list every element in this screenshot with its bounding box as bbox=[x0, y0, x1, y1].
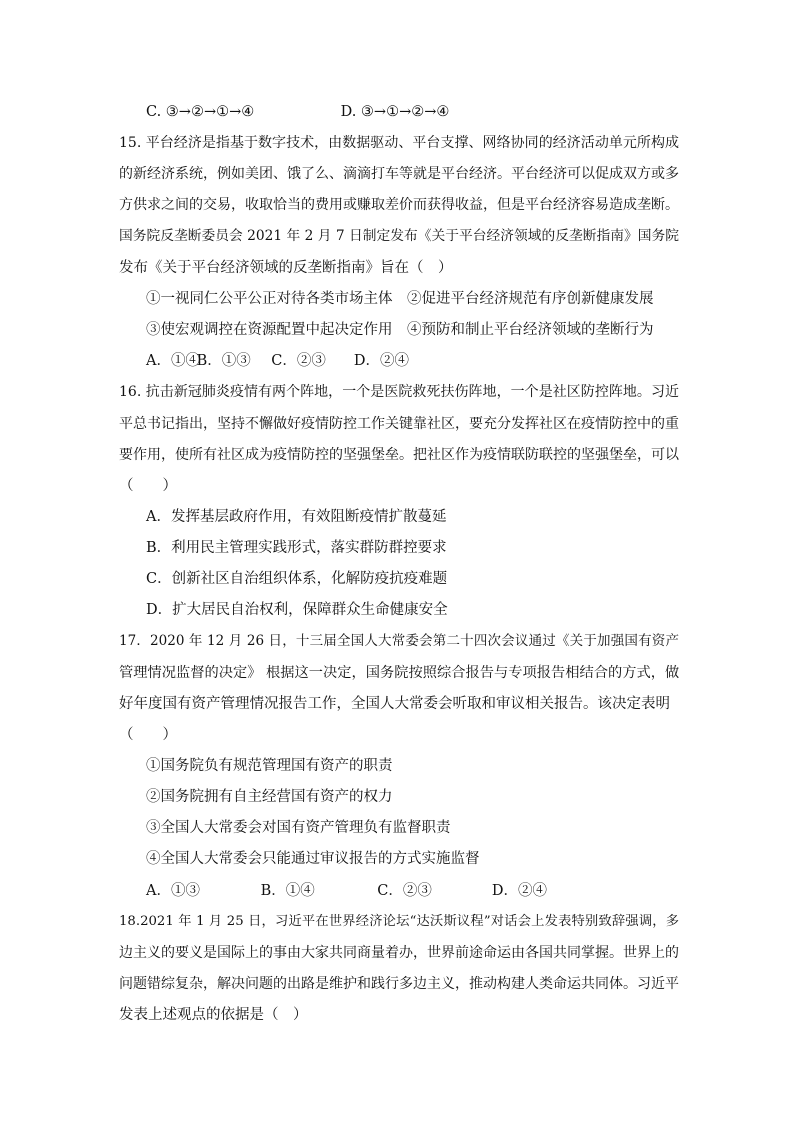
q15-item-row-1: ①一视同仁公平公正对待各类市场主体 ②促进平台经济规范有序创新健康发展 bbox=[146, 291, 654, 307]
q16-line-4: （ ） bbox=[119, 478, 177, 494]
q17-options bbox=[146, 881, 547, 901]
q18-line-2: 边主义的要义是国际上的事由大家共同商量着办，世界前途命运由各国共同掌握。世界上的 bbox=[119, 945, 679, 961]
q16-line-2: 平总书记指出，坚持不懈做好疫情防控工作关键靠社区，要充分发挥社区在疫情防控中的重 bbox=[119, 416, 679, 432]
q18-line-3: 问题错综复杂，解决问题的出路是维护和践行多边主义，推动构建人类命运共同体。习近平 bbox=[119, 976, 679, 992]
q18-line-1: 18.2021 年 1 月 25 日，习近平在世界经济论坛“达沃斯议程”对话会上发表特别致辞强调，多 bbox=[119, 914, 679, 929]
q17-item-4: ④全国人大常委会只能通过审议报告的方式实施监督 bbox=[146, 851, 480, 867]
q15-option-a: A．①④ bbox=[146, 353, 200, 369]
q16-line-1: 16. 抗击新冠肺炎疫情有两个阵地，一个是医院救死扶伤阵地，一个是社区防控阵地。习近 bbox=[119, 384, 679, 400]
q15-line-4: 国务院反垄断委员会 2021 年 2 月 7 日制定发布《关于平台经济领域的反垄断指南》国务院 bbox=[119, 228, 679, 244]
q16-line-3: 要作用，使所有社区成为疫情防控的坚强堡垒。把社区作为疫情联防联控的坚强堡垒，可以 bbox=[119, 447, 679, 463]
q15-option-b: B．①③ bbox=[196, 353, 251, 369]
q15-line-3: 方供求之间的交易，收取恰当的费用或赚取差价而获得收益，但是平台经济容易造成垄断。 bbox=[119, 197, 679, 213]
q16-option-c: C．创新社区自治组织体系，化解防疫抗疫难题 bbox=[146, 571, 448, 587]
q17-line-1: 17．2020 年 12 月 26 日，十三届全国人大常委会第二十四次会议通过《关于加强国有资产 bbox=[119, 633, 679, 649]
q17-option-d: D．②④ bbox=[491, 883, 547, 899]
q16-option-a: A．发挥基层政府作用，有效阻断疫情扩散蔓延 bbox=[146, 509, 447, 525]
q17-item-2: ②国务院拥有自主经营国有资产的权力 bbox=[146, 789, 393, 805]
q16-option-b: B．利用民主管理实践形式，落实群防群控要求 bbox=[146, 540, 447, 556]
q17-item-1: ①国务院负有规范管理国有资产的职责 bbox=[146, 758, 393, 774]
q17-option-c: C．②③ bbox=[377, 883, 432, 899]
q15-option-d: D．②④ bbox=[353, 353, 409, 369]
q17-option-a: A．①③ bbox=[146, 883, 200, 899]
q15-option-c: C．②③ bbox=[271, 353, 326, 369]
q15-item-row-2: ③使宏观调控在资源配置中起决定作用 ④预防和制止平台经济领域的垄断行为 bbox=[146, 322, 654, 338]
q17-line-2: 管理情况监督的决定》 根据这一决定，国务院按照综合报告与专项报告相结合的方式，做 bbox=[119, 665, 680, 681]
q18-line-4: 发表上述观点的依据是（ ） bbox=[119, 1007, 308, 1023]
q15-line-5: 发布《关于平台经济领域的反垄断指南》旨在（ ） bbox=[119, 260, 453, 276]
q15-options bbox=[146, 351, 409, 371]
q14-option-d: D. ③→①→②→④ bbox=[340, 104, 450, 120]
q16-option-d: D．扩大居民自治权利，保障群众生命健康安全 bbox=[146, 602, 448, 618]
q17-item-3: ③全国人大常委会对国有资产管理负有监督职责 bbox=[146, 820, 451, 836]
q17-option-b: B．①④ bbox=[260, 883, 315, 899]
q15-line-2: 的新经济系统，例如美团、饿了么、滴滴打车等就是平台经济。平台经济可以促成双方或多 bbox=[119, 166, 679, 182]
q14-option-c: C. ③→②→①→④ bbox=[146, 104, 255, 120]
q14-options bbox=[146, 102, 449, 122]
q17-line-4: （ ） bbox=[119, 727, 177, 743]
q15-line-1: 15. 平台经济是指基于数字技术，由数据驱动、平台支撑、网络协同的经济活动单元所构成 bbox=[119, 135, 679, 151]
q17-line-3: 好年度国有资产管理情况报告工作，全国人大常委会听取和审议相关报告。该决定表明 bbox=[119, 696, 670, 712]
